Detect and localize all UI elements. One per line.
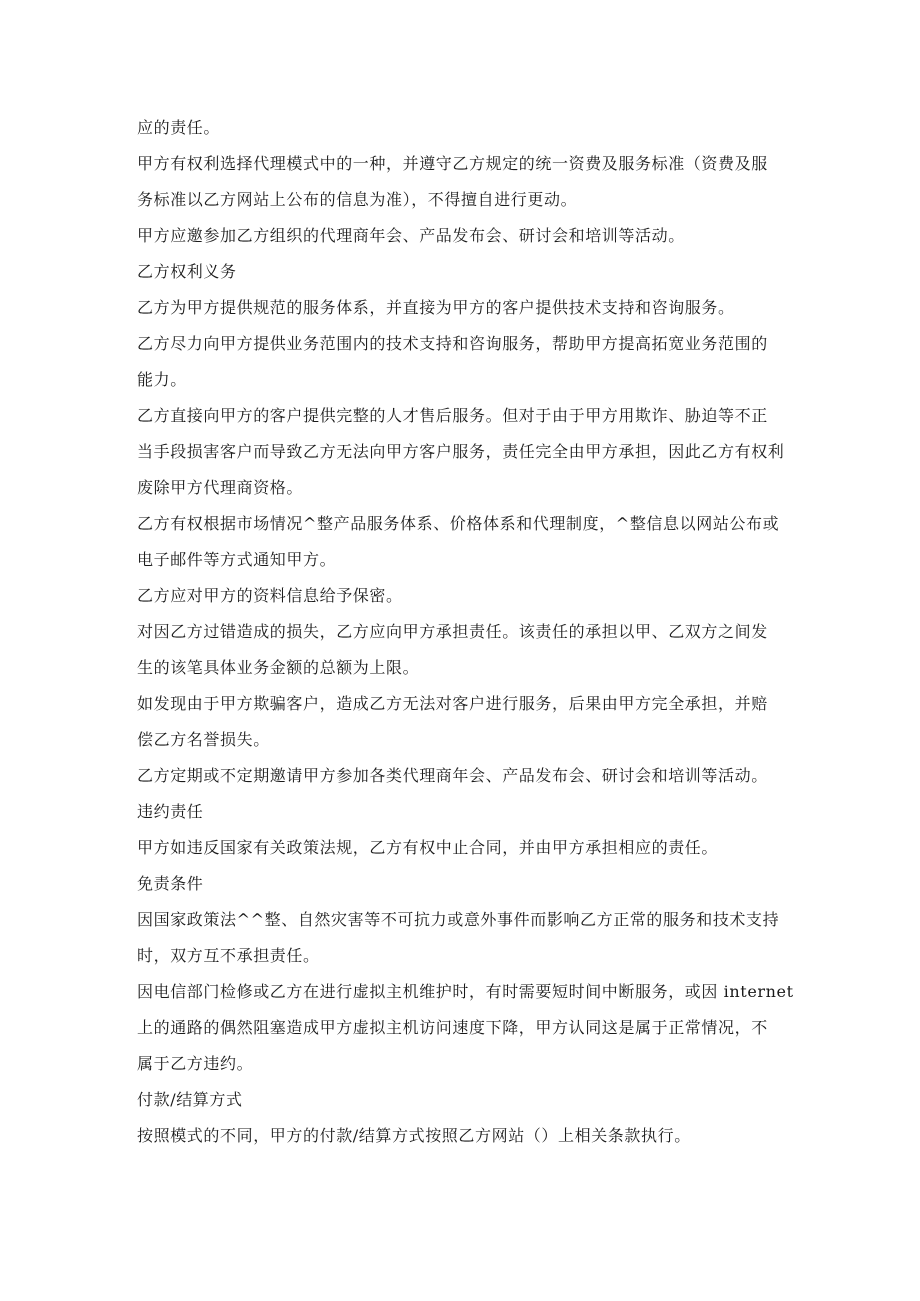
text-line: 务标准以乙方网站上公布的信息为准），不得擅自进行更动。 <box>137 190 578 209</box>
text-line: 上的通路的偶然阻塞造成甲方虚拟主机访问速度下降，甲方认同这是属于正常情况，不 <box>137 1018 768 1037</box>
text-line: 生的该笔具体业务金额的总额为上限。 <box>137 658 420 677</box>
section-heading: 免责条件 <box>137 874 204 893</box>
text-line: 甲方如违反国家有关政策法规，乙方有权中止合同，并由甲方承担相应的责任。 <box>137 838 719 857</box>
text-line: 乙方直接向甲方的客户提供完整的人才售后服务。但对于由于甲方用欺诈、胁迫等不正 <box>137 406 768 425</box>
section-heading: 违约责任 <box>137 802 204 821</box>
document-body <box>137 110 794 1154</box>
text-line: 甲方应邀参加乙方组织的代理商年会、产品发布会、研讨会和培训等活动。 <box>137 226 685 245</box>
text-line: 时，双方互不承担责任。 <box>137 946 320 965</box>
text-line: 乙方应对甲方的资料信息给予保密。 <box>137 586 403 605</box>
text-line: 因电信部门检修或乙方在进行虚拟主机维护时，有时需要短时间中断服务，或因 internet <box>137 982 794 1001</box>
section-heading: 乙方权利义务 <box>137 262 237 281</box>
text-line: 当手段损害客户而导致乙方无法向甲方客户服务，责任完全由甲方承担，因此乙方有权利 <box>137 442 785 461</box>
text-line: 应的责任。 <box>137 118 221 137</box>
text-line: 废除甲方代理商资格。 <box>137 478 304 497</box>
text-line: 如发现由于甲方欺骗客户，造成乙方无法对客户进行服务，后果由甲方完全承担，并赔 <box>137 694 768 713</box>
text-line: 偿乙方名誉损失。 <box>137 730 270 749</box>
text-line: 对因乙方过错造成的损失，乙方应向甲方承担责任。该责任的承担以甲、乙双方之间发 <box>137 622 768 641</box>
text-line: 属于乙方违约。 <box>137 1054 254 1073</box>
text-line: 电子邮件等方式通知甲方。 <box>137 550 337 569</box>
text-line: 乙方有权根据市场情况^整产品服务体系、价格体系和代理制度，^整信息以网站公布或 <box>137 514 780 533</box>
text-line: 乙方尽力向甲方提供业务范围内的技术支持和咨询服务，帮助甲方提高拓宽业务范围的 <box>137 334 768 353</box>
text-line: 乙方定期或不定期邀请甲方参加各类代理商年会、产品发布会、研讨会和培训等活动。 <box>137 766 768 785</box>
text-line: 因国家政策法^^整、自然灾害等不可抗力或意外事件而影响乙方正常的服务和技术支持 <box>137 910 780 929</box>
text-line: 能力。 <box>137 370 187 389</box>
text-line: 乙方为甲方提供规范的服务体系，并直接为甲方的客户提供技术支持和咨询服务。 <box>137 298 735 317</box>
text-line: 甲方有权利选择代理模式中的一种，并遵守乙方规定的统一资费及服务标准（资费及服 <box>137 154 768 173</box>
section-heading: 付款/结算方式 <box>137 1090 243 1109</box>
text-line: 按照模式的不同，甲方的付款/结算方式按照乙方网站（）上相关条款执行。 <box>137 1126 691 1145</box>
